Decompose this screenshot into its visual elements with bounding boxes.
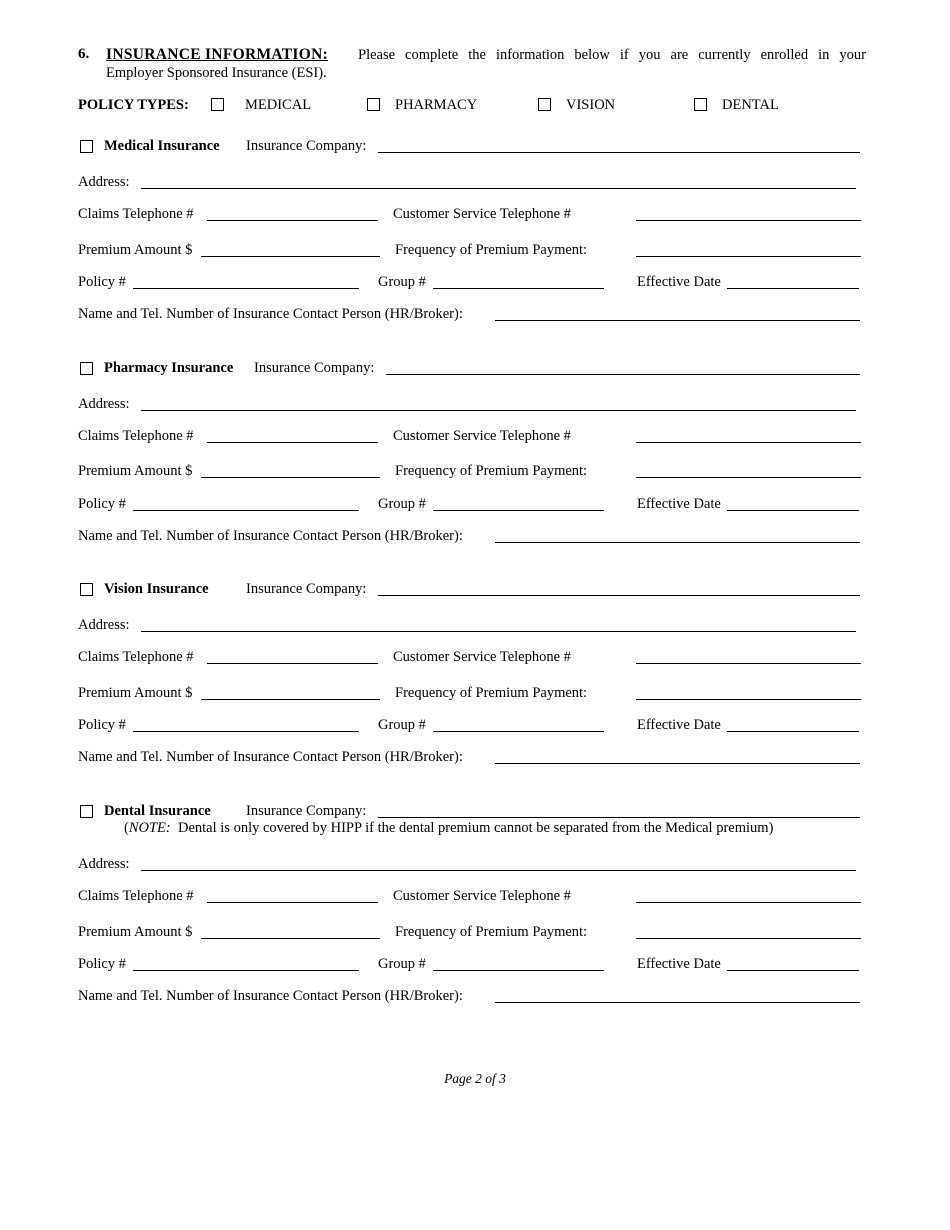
policy-type-medical-checkbox[interactable] [211, 98, 224, 111]
medical-group-number-field[interactable] [433, 274, 604, 289]
policy-type-dental-label: DENTAL [722, 97, 779, 113]
vision-insurance-company-field[interactable] [378, 581, 860, 596]
medical-premium-amount-field[interactable] [201, 242, 380, 257]
premium-amount-label: Premium Amount $ [78, 924, 193, 940]
claims-telephone-label: Claims Telephone # [78, 649, 194, 665]
medical-claims-telephone-field[interactable] [207, 206, 378, 221]
group-number-label: Group # [378, 274, 426, 290]
claims-telephone-label: Claims Telephone # [78, 888, 194, 904]
pharmacy-insurance-company-field[interactable] [386, 360, 860, 375]
pharmacy-contact-person-field[interactable] [495, 528, 860, 543]
policy-type-dental-checkbox[interactable] [694, 98, 707, 111]
customer-service-telephone-label: Customer Service Telephone # [393, 428, 571, 444]
address-label: Address: [78, 174, 130, 190]
policy-type-vision-label: VISION [566, 97, 616, 113]
section-instructions-line2: Employer Sponsored Insurance (ESI). [106, 65, 327, 81]
premium-amount-label: Premium Amount $ [78, 242, 193, 258]
effective-date-label: Effective Date [637, 274, 721, 290]
insurance-company-label: Insurance Company: [254, 360, 375, 376]
pharmacy-frequency-field[interactable] [636, 463, 861, 478]
pharmacy-premium-amount-field[interactable] [201, 463, 380, 478]
dental-address-field[interactable] [141, 856, 856, 871]
dental-note-text: Dental is only covered by HIPP if the dental premium cannot be separated from the Medical premium) [178, 820, 774, 836]
dental-frequency-field[interactable] [636, 924, 861, 939]
dental-effective-date-field[interactable] [727, 956, 859, 971]
policy-types-label: POLICY TYPES: [78, 97, 189, 113]
premium-amount-label: Premium Amount $ [78, 463, 193, 479]
page-number: Page 2 of 3 [444, 1071, 506, 1086]
group-number-label: Group # [378, 717, 426, 733]
pharmacy-customer-service-telephone-field[interactable] [636, 428, 861, 443]
dental-contact-person-field[interactable] [495, 988, 860, 1003]
frequency-label: Frequency of Premium Payment: [395, 242, 588, 258]
medical-effective-date-field[interactable] [727, 274, 859, 289]
policy-number-label: Policy # [78, 956, 126, 972]
pharmacy-policy-number-field[interactable] [133, 496, 359, 511]
claims-telephone-label: Claims Telephone # [78, 206, 194, 222]
policy-number-label: Policy # [78, 717, 126, 733]
frequency-label: Frequency of Premium Payment: [395, 924, 588, 940]
customer-service-telephone-label: Customer Service Telephone # [393, 206, 571, 222]
section-instructions-line1: Please complete the information below if you are currently enrolled in your [358, 47, 866, 63]
dental-customer-service-telephone-field[interactable] [636, 888, 861, 903]
pharmacy-address-field[interactable] [141, 396, 856, 411]
insurance-company-label: Insurance Company: [246, 138, 367, 154]
pharmacy-insurance-checkbox[interactable] [80, 362, 93, 375]
section-number: 6. [78, 46, 90, 62]
medical-insurance-title: Medical Insurance [104, 138, 220, 154]
premium-amount-label: Premium Amount $ [78, 685, 193, 701]
contact-person-label: Name and Tel. Number of Insurance Contact Person (HR/Broker): [78, 988, 463, 1004]
medical-frequency-field[interactable] [636, 242, 861, 257]
policy-number-label: Policy # [78, 496, 126, 512]
vision-policy-number-field[interactable] [133, 717, 359, 732]
medical-insurance-checkbox[interactable] [80, 140, 93, 153]
contact-person-label: Name and Tel. Number of Insurance Contact Person (HR/Broker): [78, 528, 463, 544]
dental-premium-amount-field[interactable] [201, 924, 380, 939]
pharmacy-claims-telephone-field[interactable] [207, 428, 378, 443]
address-label: Address: [78, 396, 130, 412]
group-number-label: Group # [378, 956, 426, 972]
policy-type-medical-label: MEDICAL [245, 97, 312, 113]
frequency-label: Frequency of Premium Payment: [395, 463, 588, 479]
dental-note: (NOTE: Dental is only covered by HIPP if the dental premium cannot be separated from the Medical premium) [124, 820, 774, 836]
vision-premium-amount-field[interactable] [201, 685, 380, 700]
dental-claims-telephone-field[interactable] [207, 888, 378, 903]
customer-service-telephone-label: Customer Service Telephone # [393, 649, 571, 665]
frequency-label: Frequency of Premium Payment: [395, 685, 588, 701]
policy-type-pharmacy-label: PHARMACY [395, 97, 478, 113]
section-title: INSURANCE INFORMATION: [106, 46, 329, 63]
pharmacy-effective-date-field[interactable] [727, 496, 859, 511]
contact-person-label: Name and Tel. Number of Insurance Contact Person (HR/Broker): [78, 749, 463, 765]
medical-customer-service-telephone-field[interactable] [636, 206, 861, 221]
policy-type-pharmacy-checkbox[interactable] [367, 98, 380, 111]
medical-contact-person-field[interactable] [495, 306, 860, 321]
effective-date-label: Effective Date [637, 956, 721, 972]
address-label: Address: [78, 856, 130, 872]
vision-contact-person-field[interactable] [495, 749, 860, 764]
vision-effective-date-field[interactable] [727, 717, 859, 732]
customer-service-telephone-label: Customer Service Telephone # [393, 888, 571, 904]
vision-address-field[interactable] [141, 617, 856, 632]
vision-customer-service-telephone-field[interactable] [636, 649, 861, 664]
vision-group-number-field[interactable] [433, 717, 604, 732]
dental-insurance-checkbox[interactable] [80, 805, 93, 818]
insurance-company-label: Insurance Company: [246, 581, 367, 597]
effective-date-label: Effective Date [637, 717, 721, 733]
medical-insurance-company-field[interactable] [378, 138, 860, 153]
dental-group-number-field[interactable] [433, 956, 604, 971]
vision-insurance-title: Vision Insurance [104, 581, 209, 597]
pharmacy-group-number-field[interactable] [433, 496, 604, 511]
insurance-company-label: Insurance Company: [246, 803, 367, 819]
dental-policy-number-field[interactable] [133, 956, 359, 971]
pharmacy-insurance-title: Pharmacy Insurance [104, 360, 234, 376]
medical-policy-number-field[interactable] [133, 274, 359, 289]
dental-insurance-company-field[interactable] [378, 803, 860, 818]
group-number-label: Group # [378, 496, 426, 512]
policy-number-label: Policy # [78, 274, 126, 290]
claims-telephone-label: Claims Telephone # [78, 428, 194, 444]
vision-claims-telephone-field[interactable] [207, 649, 378, 664]
vision-frequency-field[interactable] [636, 685, 861, 700]
address-label: Address: [78, 617, 130, 633]
dental-note-prefix: NOTE: [128, 820, 171, 836]
contact-person-label: Name and Tel. Number of Insurance Contact Person (HR/Broker): [78, 306, 463, 322]
policy-type-vision-checkbox[interactable] [538, 98, 551, 111]
medical-address-field[interactable] [141, 174, 856, 189]
effective-date-label: Effective Date [637, 496, 721, 512]
dental-insurance-title: Dental Insurance [104, 803, 211, 819]
vision-insurance-checkbox[interactable] [80, 583, 93, 596]
